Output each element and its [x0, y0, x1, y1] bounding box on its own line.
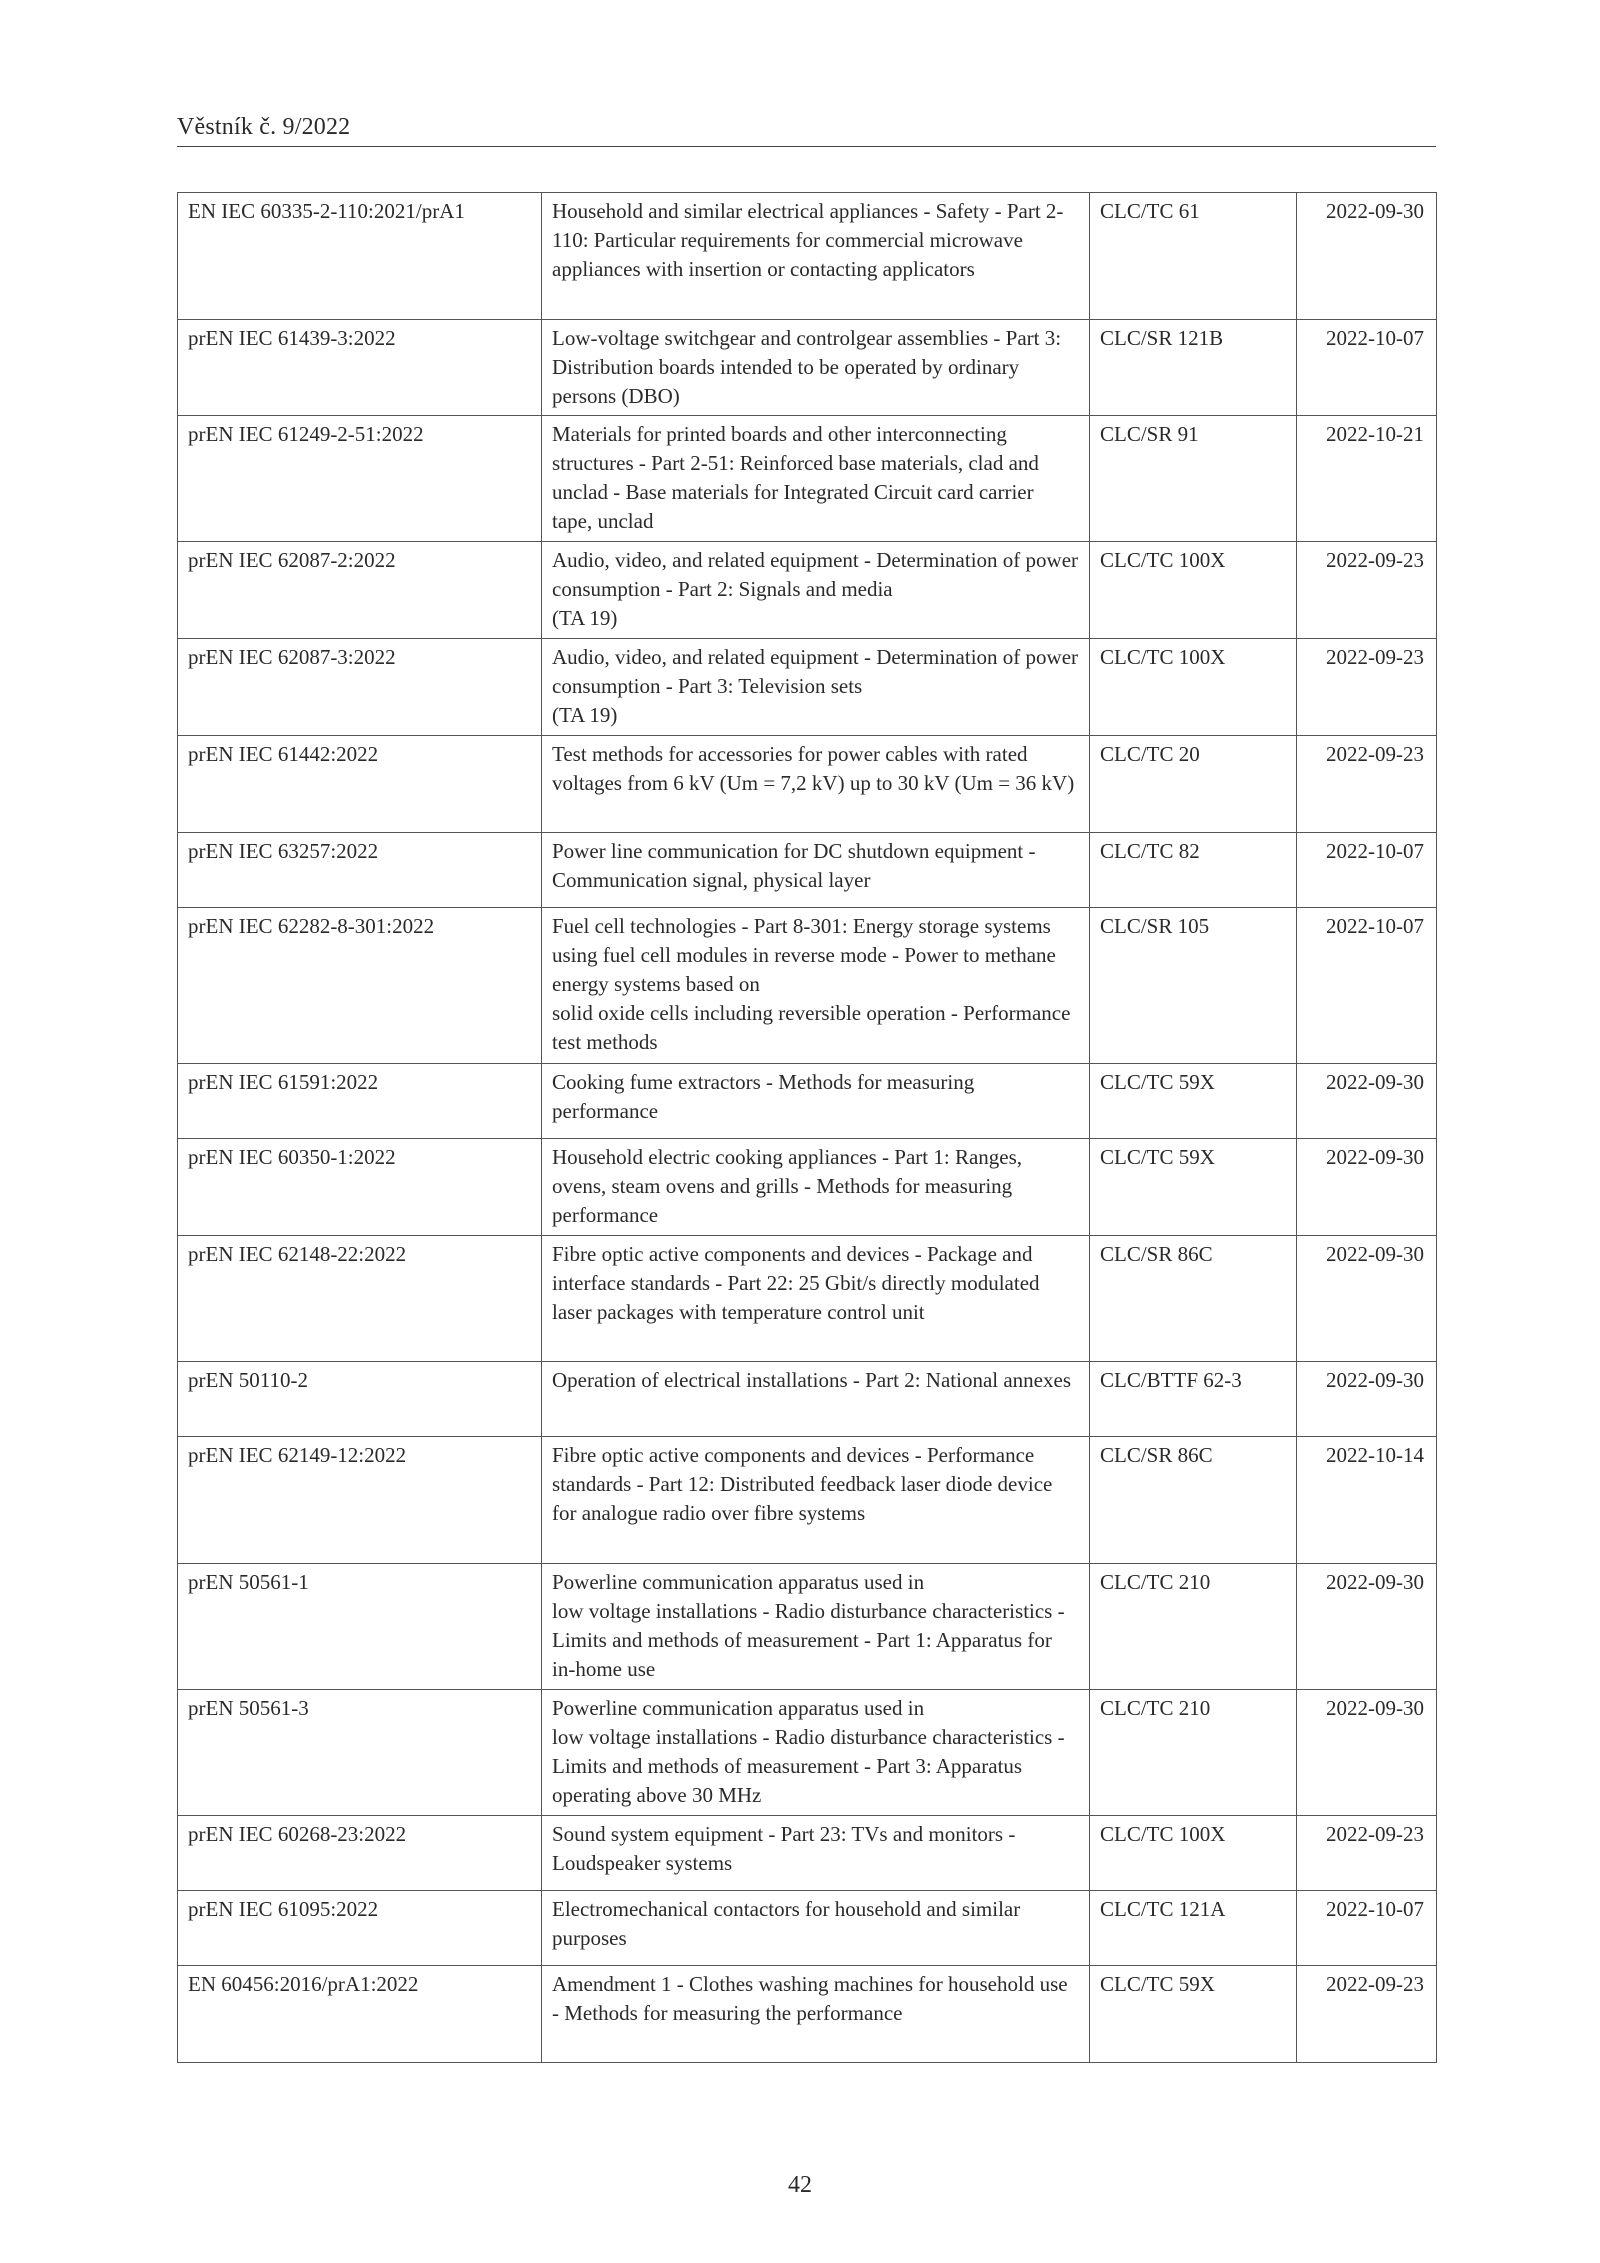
- table-row: [178, 1064, 1437, 1139]
- standard-reference: prEN 50561-1: [178, 1564, 542, 1690]
- deadline-date: 2022-10-07: [1297, 908, 1437, 1064]
- standard-title: Amendment 1 - Clothes washing machines for household use - Methods for measuring the performance: [542, 1966, 1090, 2063]
- standard-reference: prEN IEC 62148-22:2022: [178, 1236, 542, 1362]
- journal-title: Věstník č. 9/2022: [177, 114, 351, 140]
- standard-title: Cooking fume extractors - Methods for measuring performance: [542, 1064, 1090, 1139]
- standard-title: Fuel cell technologies - Part 8-301: Energy storage systems using fuel cell modules in reverse mode - Power to methane energy systems based on solid oxide cells including reversible operation - Performance test methods: [542, 908, 1090, 1064]
- table-row: [178, 1816, 1437, 1891]
- committee: CLC/SR 86C: [1090, 1437, 1297, 1564]
- committee: CLC/TC 20: [1090, 736, 1297, 833]
- deadline-date: 2022-09-23: [1297, 542, 1437, 639]
- table-row: [178, 1437, 1437, 1564]
- deadline-date: 2022-09-23: [1297, 1966, 1437, 2063]
- standard-reference: prEN IEC 62149-12:2022: [178, 1437, 542, 1564]
- table-row: [178, 908, 1437, 1064]
- page-number: 42: [788, 2172, 812, 2198]
- deadline-date: 2022-09-30: [1297, 1139, 1437, 1236]
- table-row: [178, 1236, 1437, 1362]
- table-row: [178, 1891, 1437, 1966]
- committee: CLC/TC 61: [1090, 193, 1297, 320]
- committee: CLC/TC 59X: [1090, 1139, 1297, 1236]
- deadline-date: 2022-09-23: [1297, 736, 1437, 833]
- committee: CLC/BTTF 62-3: [1090, 1362, 1297, 1437]
- deadline-date: 2022-09-23: [1297, 1816, 1437, 1891]
- deadline-date: 2022-09-30: [1297, 1362, 1437, 1437]
- standard-title: Household and similar electrical appliances - Safety - Part 2-110: Particular requirements for commercial microwave appliances with insertion or contacting applicators: [542, 193, 1090, 320]
- standard-title: Fibre optic active components and devices - Performance standards - Part 12: Distributed feedback laser diode device for analogue radio over fibre systems: [542, 1437, 1090, 1564]
- deadline-date: 2022-09-30: [1297, 1690, 1437, 1816]
- standards-table: [177, 192, 1437, 2063]
- standard-reference: prEN IEC 61439-3:2022: [178, 320, 542, 416]
- standard-title: Electromechanical contactors for household and similar purposes: [542, 1891, 1090, 1966]
- deadline-date: 2022-09-30: [1297, 193, 1437, 320]
- deadline-date: 2022-10-07: [1297, 833, 1437, 908]
- standard-reference: prEN IEC 61249-2-51:2022: [178, 416, 542, 542]
- deadline-date: 2022-10-07: [1297, 1891, 1437, 1966]
- table-row: [178, 320, 1437, 416]
- committee: CLC/SR 121B: [1090, 320, 1297, 416]
- table-row: [178, 833, 1437, 908]
- committee: CLC/TC 100X: [1090, 639, 1297, 736]
- committee: CLC/TC 210: [1090, 1690, 1297, 1816]
- standards-table-body: [178, 193, 1437, 2063]
- table-row: [178, 1690, 1437, 1816]
- standard-reference: EN 60456:2016/prA1:2022: [178, 1966, 542, 2063]
- standard-title: Powerline communication apparatus used in low voltage installations - Radio disturbance characteristics - Limits and methods of measurement - Part 3: Apparatus operating above 30 MHz: [542, 1690, 1090, 1816]
- table-row: [178, 193, 1437, 320]
- standard-title: Power line communication for DC shutdown equipment - Communication signal, physical layer: [542, 833, 1090, 908]
- page-header: [177, 112, 1436, 147]
- standard-title: Materials for printed boards and other interconnecting structures - Part 2-51: Reinforced base materials, clad and unclad - Base materials for Integrated Circuit card carrier tape, unclad: [542, 416, 1090, 542]
- committee: CLC/TC 121A: [1090, 1891, 1297, 1966]
- deadline-date: 2022-09-30: [1297, 1064, 1437, 1139]
- standard-title: Sound system equipment - Part 23: TVs and monitors - Loudspeaker systems: [542, 1816, 1090, 1891]
- standard-reference: prEN IEC 62087-3:2022: [178, 639, 542, 736]
- deadline-date: 2022-10-14: [1297, 1437, 1437, 1564]
- standard-reference: prEN IEC 60268-23:2022: [178, 1816, 542, 1891]
- standard-title: Powerline communication apparatus used in low voltage installations - Radio disturbance characteristics - Limits and methods of measurement - Part 1: Apparatus for in-home use: [542, 1564, 1090, 1690]
- standard-reference: prEN IEC 62282-8-301:2022: [178, 908, 542, 1064]
- standard-reference: prEN IEC 61095:2022: [178, 1891, 542, 1966]
- table-row: [178, 416, 1437, 542]
- standard-reference: prEN IEC 63257:2022: [178, 833, 542, 908]
- standard-title: Test methods for accessories for power cables with rated voltages from 6 kV (Um = 7,2 kV) up to 30 kV (Um = 36 kV): [542, 736, 1090, 833]
- table-row: [178, 542, 1437, 639]
- committee: CLC/TC 210: [1090, 1564, 1297, 1690]
- standard-title: Audio, video, and related equipment - Determination of power consumption - Part 2: Signals and media (TA 19): [542, 542, 1090, 639]
- committee: CLC/TC 59X: [1090, 1064, 1297, 1139]
- table-row: [178, 1966, 1437, 2063]
- committee: CLC/TC 82: [1090, 833, 1297, 908]
- standard-reference: prEN IEC 62087-2:2022: [178, 542, 542, 639]
- standard-reference: EN IEC 60335-2-110:2021/prA1: [178, 193, 542, 320]
- committee: CLC/TC 100X: [1090, 1816, 1297, 1891]
- deadline-date: 2022-10-21: [1297, 416, 1437, 542]
- standard-title: Low-voltage switchgear and controlgear assemblies - Part 3: Distribution boards intended to be operated by ordinary persons (DBO): [542, 320, 1090, 416]
- standard-title: Audio, video, and related equipment - Determination of power consumption - Part 3: Television sets (TA 19): [542, 639, 1090, 736]
- table-row: [178, 1362, 1437, 1437]
- deadline-date: 2022-09-23: [1297, 639, 1437, 736]
- standard-reference: prEN 50110-2: [178, 1362, 542, 1437]
- committee: CLC/SR 105: [1090, 908, 1297, 1064]
- table-row: [178, 639, 1437, 736]
- committee: CLC/TC 100X: [1090, 542, 1297, 639]
- standard-reference: prEN 50561-3: [178, 1690, 542, 1816]
- standard-reference: prEN IEC 60350-1:2022: [178, 1139, 542, 1236]
- committee: CLC/SR 86C: [1090, 1236, 1297, 1362]
- deadline-date: 2022-10-07: [1297, 320, 1437, 416]
- table-row: [178, 1564, 1437, 1690]
- committee: CLC/SR 91: [1090, 416, 1297, 542]
- standard-title: Operation of electrical installations - Part 2: National annexes: [542, 1362, 1090, 1437]
- table-row: [178, 736, 1437, 833]
- deadline-date: 2022-09-30: [1297, 1564, 1437, 1690]
- deadline-date: 2022-09-30: [1297, 1236, 1437, 1362]
- standard-title: Fibre optic active components and devices - Package and interface standards - Part 22: 25 Gbit/s directly modulated laser packages with temperature control unit: [542, 1236, 1090, 1362]
- standard-reference: prEN IEC 61591:2022: [178, 1064, 542, 1139]
- committee: CLC/TC 59X: [1090, 1966, 1297, 2063]
- standard-title: Household electric cooking appliances - Part 1: Ranges, ovens, steam ovens and grills - Methods for measuring performance: [542, 1139, 1090, 1236]
- standard-reference: prEN IEC 61442:2022: [178, 736, 542, 833]
- table-row: [178, 1139, 1437, 1236]
